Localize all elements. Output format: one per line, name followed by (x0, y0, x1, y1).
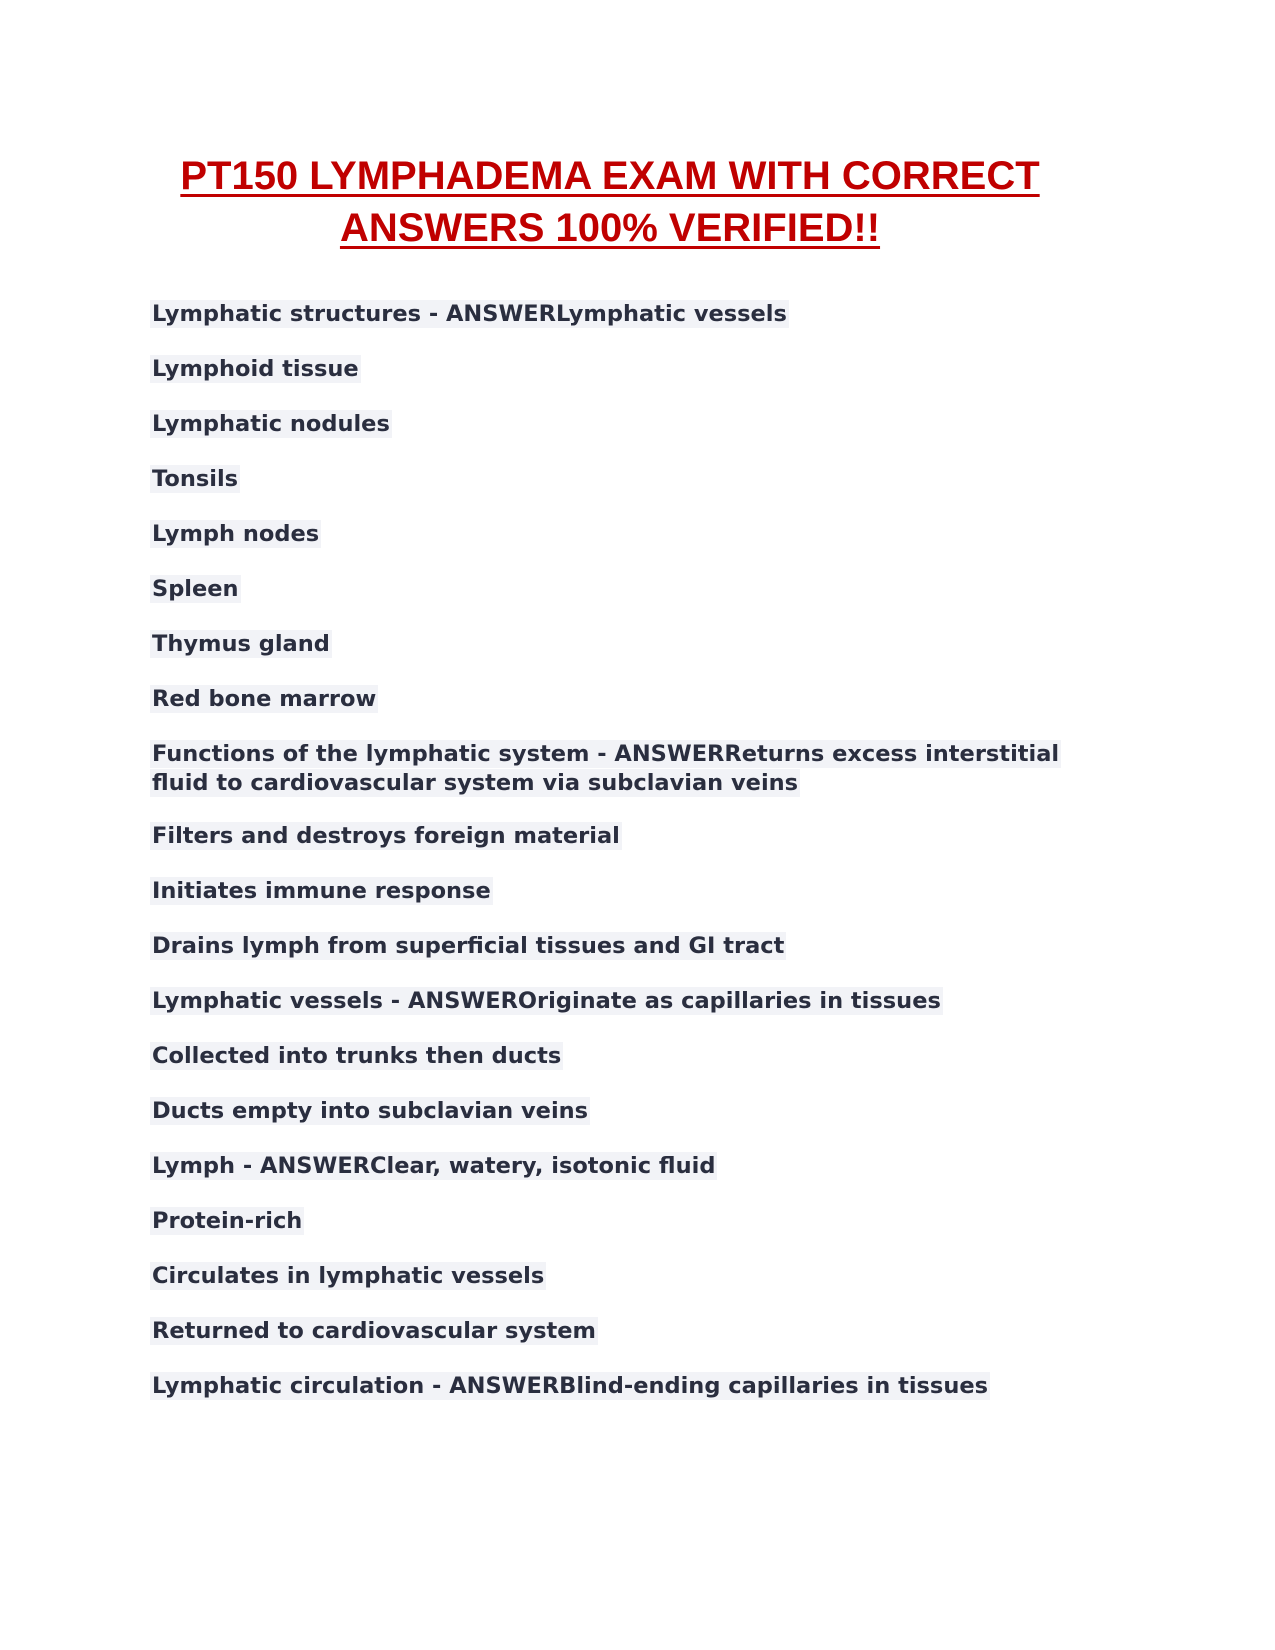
list-item: Protein-rich (152, 1208, 303, 1234)
list-item: Red bone marrow (152, 686, 377, 712)
list-item: Lymphatic nodules (152, 411, 390, 437)
list-item: Drains lymph from superficial tissues and GI tract (152, 933, 785, 959)
list-item: Ducts empty into subclavian veins (152, 1098, 589, 1124)
list-item: Thymus gland (152, 631, 330, 657)
title-line-2: ANSWERS 100% VERIFIED!! (339, 206, 881, 250)
list-item: Initiates immune response (152, 878, 491, 904)
list-item: Tonsils (152, 466, 239, 492)
list-item: Lymphatic vessels - ANSWEROriginate as capillaries in tissues (152, 988, 941, 1014)
list-item: Functions of the lymphatic system - ANSWERReturns excess interstitial fluid to cardiovascular system via subclavian veins (152, 741, 1060, 796)
list-item: Lymph - ANSWERClear, watery, isotonic fluid (152, 1153, 716, 1179)
document-title (100, 150, 1120, 254)
title-line-1: PT150 LYMPHADEMA EXAM WITH CORRECT (180, 154, 1040, 198)
list-item: Lymphatic circulation - ANSWERBlind-ending capillaries in tissues (152, 1373, 988, 1399)
list-item: Lymphoid tissue (152, 356, 359, 382)
list-item: Circulates in lymphatic vessels (152, 1263, 545, 1289)
list-item: Spleen (152, 576, 239, 602)
list-item: Returned to cardiovascular system (152, 1318, 596, 1344)
list-item: Lymphatic structures - ANSWERLymphatic vessels (152, 301, 787, 327)
list-item: Lymph nodes (152, 521, 320, 547)
list-item: Filters and destroys foreign material (152, 823, 620, 849)
list-item: Collected into trunks then ducts (152, 1043, 562, 1069)
